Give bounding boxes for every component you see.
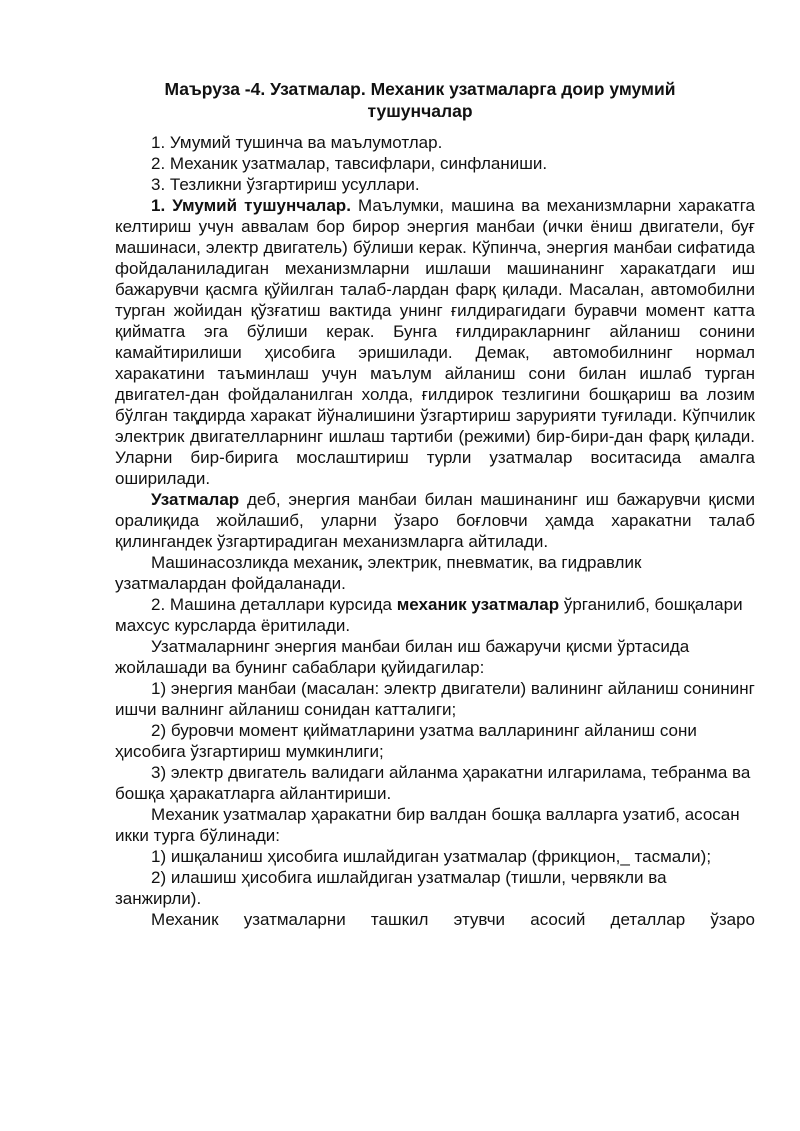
- paragraph-text: 2. Машина деталлари курсида: [151, 595, 397, 614]
- paragraph-types-usage: [115, 552, 755, 594]
- title-line-1: Маъруза -4. Узатмалар. Механик узатмаларга доир умумий: [164, 79, 676, 99]
- bold-comma: ,: [358, 553, 363, 572]
- paragraph-text: Маълумки, машина ва механизмларни харакатга келтириш учун аввалам бор бирор энергия манбаи (ички ёниш двигатели, буғ машинаси, электр двигатель) бўлиши керак. Кўпинча, энергия манбаи сифатида фойдаланиладиган механизмларни ишлаши машинанинг харакатдаги иш бажарувчи қасмга қўйилган талаб-лардан фарқ қилади. Масалан, автомобилни турган жойидан қўзғатиш вактида унинг ғилдирагидаги буравчи момент катта қийматга эга бўлиши керак. Бунга ғилдиракларнинг айланиш сонини камайтирилиши ҳисобига эришилади. Демак, автомобилнинг нормал харакатини таъминлаш учун маълум айланиш сони билан ишлаб турган двигател-дан фойдаланилган холда, ғилдирок тезлигини бошқариш ва лозим бўлган тақдирда харакат йўналишини ўзгартириш зарурияти туғилади. Кўпчилик электрик двигателларнинг ишлаш тартиби (режими) бир-бири-дан фарқ қилади. Уларни бир-бирига мослаштириш турли узатмалар воситасида амалга оширилади.: [115, 196, 755, 488]
- paragraph-text: деб, энергия манбаи билан машинанинг иш бажарувчи қисми оралиқида жойлашиб, уларни ўзаро боғловчи ҳамда харакатни талаб қилингандек ўзгартирадиган механизмларга айтилади.: [115, 490, 755, 551]
- type-item: 1) ишқаланиш ҳисобига ишлайдиган узатмалар (фрикцион,_ тасмали);: [151, 847, 712, 866]
- title-line-2: тушунчалар: [367, 101, 473, 121]
- paragraph-reasons-intro: Узатмаларнинг энергия манбаи билан иш бажаручи қисми ўртасида жойлашади ва бунинг сабаблари қуйидагилар:: [115, 637, 690, 677]
- reason-item: 1) энергия манбаи (масалан: электр двигатели) валининг айланиш сонининг ишчи валнинг айланиш сонидан катталиги;: [115, 679, 755, 719]
- document-body: [115, 132, 755, 930]
- paragraph-text: электрик, пневматик, ва гидравлик узатмалардан фойдаланади.: [115, 553, 642, 593]
- term-bold: Узатмалар: [151, 490, 240, 509]
- outline-item: 1. Умумий тушинча ва маълумотлар.: [151, 133, 443, 152]
- type-item: 2) илашиш ҳисобига ишлайдиган узатмалар (тишли, червякли ва занжирли).: [115, 868, 667, 908]
- page-title: [110, 78, 730, 122]
- paragraph-general-concepts: [115, 195, 755, 489]
- reason-item: 3) электр двигатель валидаги айланма ҳаракатни илгарилама, тебранма ва бошқа ҳаракатларга айлантириши.: [115, 763, 751, 803]
- paragraph-text: Машинасозликда механик: [151, 553, 359, 572]
- paragraph-course-scope: [115, 594, 755, 636]
- term-bold: механик узатмалар: [396, 595, 560, 614]
- reason-item: 2) буровчи момент қийматларини узатма валларининг айланиш сони ҳисобига ўзгартириш мумкинлиги;: [115, 721, 697, 761]
- paragraph-types-intro: Механик узатмалар ҳаракатни бир валдан бошқа валларга узатиб, асосан икки турга бўлинади:: [115, 805, 740, 845]
- paragraph-last-line: Механик узатмаларни ташкил этувчи асосий деталлар ўзаро: [151, 910, 755, 929]
- paragraph-text: ўрганилиб, бошқалари махсус курсларда ёритилади.: [115, 595, 743, 635]
- paragraph-definition: [115, 489, 755, 552]
- section-heading: 1. Умумий тушунчалар.: [151, 196, 351, 215]
- outline-item: 3. Тезликни ўзгартириш усуллари.: [151, 175, 420, 194]
- outline-item: 2. Механик узатмалар, тавсифлари, синфланиши.: [151, 154, 548, 173]
